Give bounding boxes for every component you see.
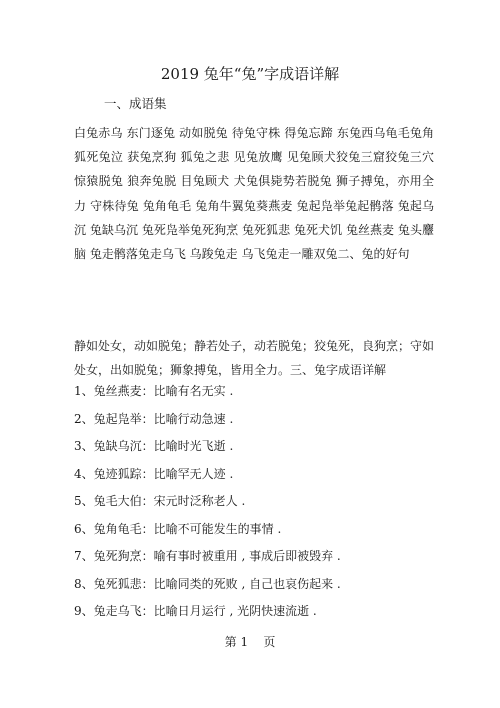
page-title: 2019 兔年“兔”字成语详解 <box>160 65 340 83</box>
list-item: 8、兔死狐悲：比喻同类的死败 , 自己也哀伤起来 . <box>74 576 341 591</box>
list-item: 5、兔毛大伯：宋元时泛称老人 . <box>74 494 246 508</box>
list-item: 1、兔丝燕麦：比喻有名无实 . <box>74 384 234 398</box>
list-item: 4、兔迹狐踪：比喻罕无人迹 . <box>74 466 234 481</box>
page-number: 第 1 页 <box>224 635 276 649</box>
section-heading: 一、成语集 <box>104 96 167 111</box>
list-item: 3、兔缺乌沉：比喻时光飞逝 . <box>74 439 234 453</box>
list-item: 2、兔起凫举：比喻行动急速 . <box>74 411 234 426</box>
list-item: 6、兔角龟毛：比喻不可能发生的事情 . <box>74 521 282 536</box>
explanation-list <box>74 378 341 626</box>
sentences-paragraph: 静如处女，动如脱兔；静若处子，动若脱兔；狡兔死，良狗烹；守如处女，出如脱兔；狮象搏兔，皆用全力。三、兔字成语详解 <box>74 339 435 378</box>
idioms-paragraph: 白兔赤乌 东门逐兔 动如脱兔 待兔守株 得兔忘蹄 东兔西乌龟毛兔角 狐死兔泣 获兔烹狗 狐兔之悲 见兔放鹰 见兔顾犬狡兔三窟狡兔三穴 惊猿脱兔 狼奔兔脱 目兔顾犬 犬兔俱毙势若脱兔 狮子搏兔，亦用全力 守株待兔 兔角龟毛 兔角牛翼兔葵燕麦 兔起凫举兔起鹘落 兔起乌沉 兔缺乌沉 兔死凫举兔死狗烹 兔死狐悲 兔死犬饥 兔丝燕麦 兔头麞脑 兔走鹘落兔走乌飞 乌踆兔走 乌飞兔走一雕双兔二、兔的好句 <box>74 126 434 262</box>
list-item: 7、兔死狗烹：喻有事时被重用 , 事成后即被毁弃 . <box>74 549 341 563</box>
list-item: 9、兔走乌飞：比喻日月运行 , 光阴快速流逝 . <box>74 604 317 618</box>
